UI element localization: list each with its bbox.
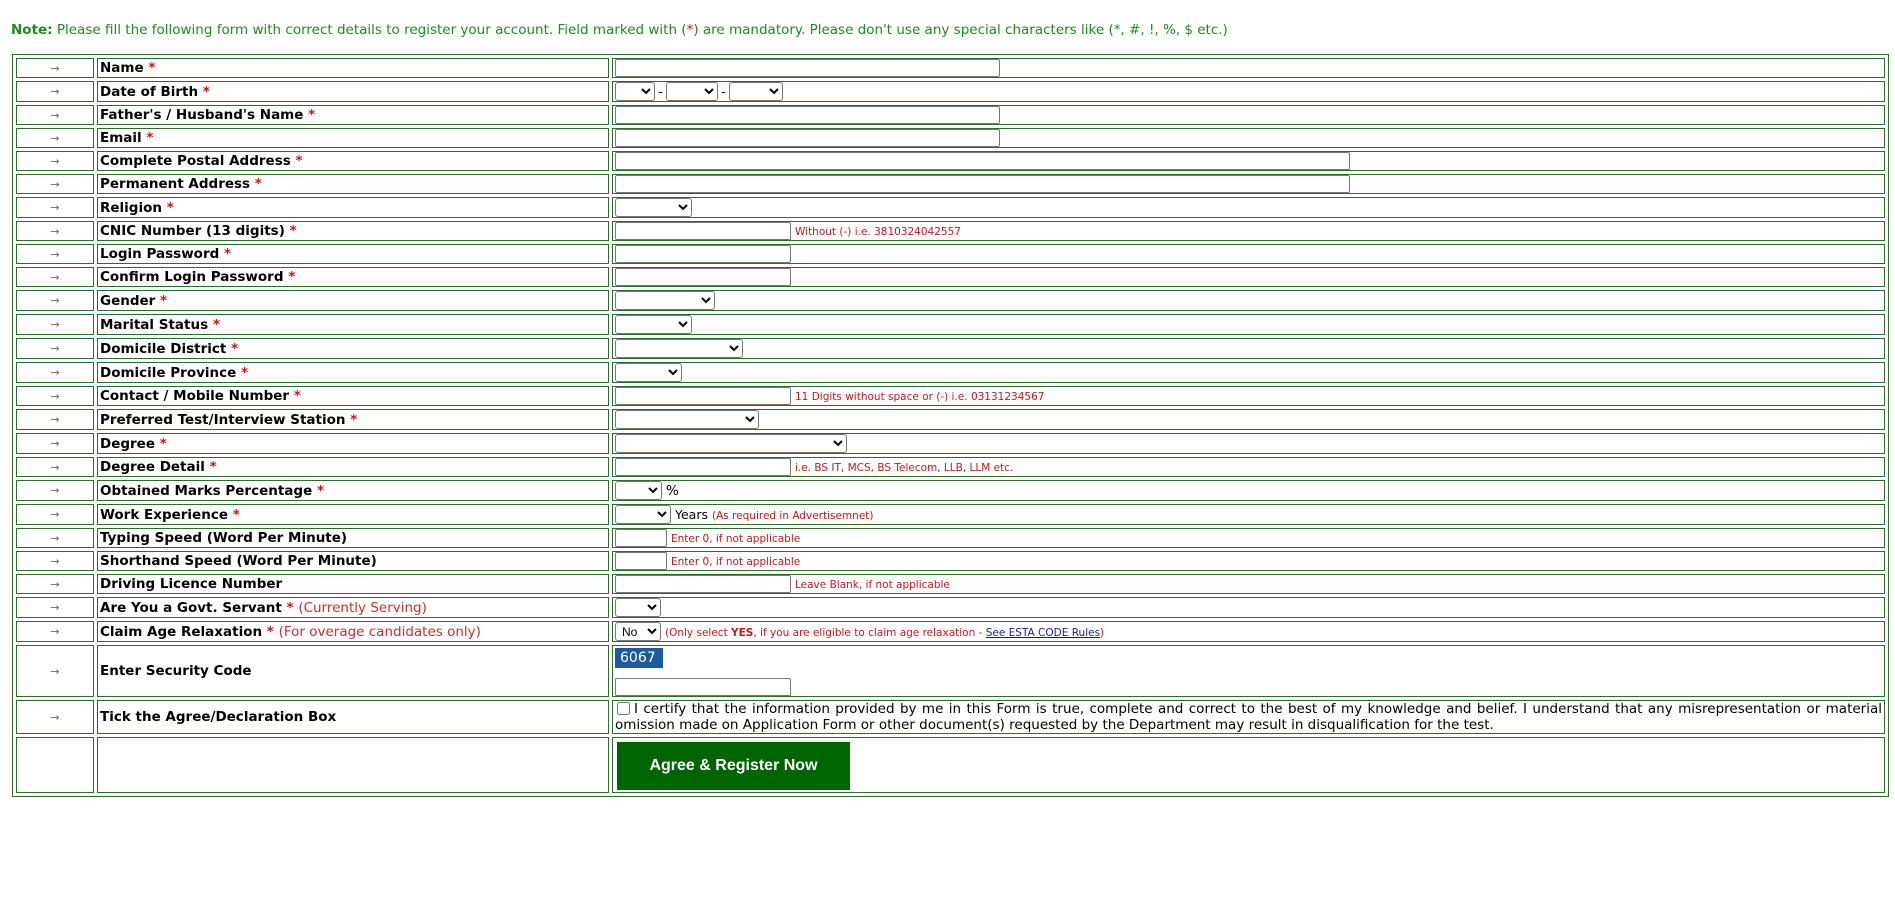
required-star: * bbox=[231, 340, 239, 357]
row-experience bbox=[16, 504, 1885, 525]
marital-select[interactable] bbox=[615, 315, 692, 334]
arrow-icon: → bbox=[16, 58, 94, 78]
district-select[interactable] bbox=[615, 339, 743, 358]
required-star: * bbox=[316, 482, 325, 499]
arrow-icon: → bbox=[16, 700, 94, 734]
permanent-address-input[interactable] bbox=[615, 175, 1350, 193]
row-confirm-password bbox=[16, 267, 1885, 287]
father-label: Father's / Husband's Name * bbox=[97, 105, 609, 125]
declaration-text: I certify that the information provided by me in this Form is true, complete and correct to the best of my knowledge and belief. I understand that any misrepresentation or material omission made on Application Form or other document(s) requested by the Department may result in disqualification for the test. bbox=[615, 701, 1882, 733]
password-input[interactable] bbox=[615, 245, 791, 263]
arrow-icon: → bbox=[16, 244, 94, 264]
degree-select[interactable] bbox=[615, 434, 847, 453]
arrow-icon: → bbox=[16, 574, 94, 594]
row-postal bbox=[16, 151, 1885, 171]
required-star: * bbox=[241, 364, 249, 381]
arrow-icon: → bbox=[16, 197, 94, 218]
arrow-icon: → bbox=[16, 457, 94, 477]
row-gender bbox=[16, 290, 1885, 311]
province-select[interactable] bbox=[615, 363, 682, 382]
registration-form bbox=[12, 54, 1889, 797]
row-province bbox=[16, 362, 1885, 383]
note-text-b: ) are mandatory. Please don't use any special characters like (*, #, !, %, $ etc.) bbox=[693, 22, 1228, 38]
arrow-icon: → bbox=[16, 221, 94, 241]
typing-speed-input[interactable] bbox=[615, 529, 667, 547]
age-relax-hint: (Only select YES, if you are eligible to claim age relaxation - See ESTA CODE Rules) bbox=[665, 626, 1105, 639]
marks-select[interactable] bbox=[615, 481, 662, 500]
station-select[interactable] bbox=[615, 410, 759, 429]
required-star: * bbox=[308, 107, 316, 123]
row-security bbox=[16, 645, 1885, 697]
form-note bbox=[11, 22, 1228, 38]
percent-unit: % bbox=[666, 482, 679, 499]
security-label: Enter Security Code bbox=[97, 645, 609, 697]
row-marital bbox=[16, 314, 1885, 335]
shorthand-speed-input[interactable] bbox=[615, 552, 667, 570]
row-shorthand bbox=[16, 551, 1885, 571]
postal-address-input[interactable] bbox=[615, 152, 1350, 170]
arrow-icon: → bbox=[16, 362, 94, 383]
arrow-icon: → bbox=[16, 338, 94, 359]
arrow-icon: → bbox=[16, 386, 94, 406]
name-label: Name * bbox=[97, 58, 609, 78]
declaration-cell bbox=[612, 700, 1885, 734]
captcha-image: 6067 bbox=[615, 648, 663, 668]
required-star: * bbox=[350, 411, 358, 428]
row-agree bbox=[16, 700, 1885, 734]
arrow-icon: → bbox=[16, 528, 94, 548]
required-star: * bbox=[232, 506, 240, 523]
row-district bbox=[16, 338, 1885, 359]
row-father bbox=[16, 105, 1885, 125]
security-code-input[interactable] bbox=[615, 678, 791, 696]
register-button[interactable]: Agree & Register Now bbox=[617, 742, 850, 790]
arrow-icon: → bbox=[16, 314, 94, 335]
arrow-icon: → bbox=[16, 597, 94, 618]
required-star: * bbox=[254, 176, 262, 192]
yes-emphasis: YES bbox=[731, 626, 754, 639]
row-cnic bbox=[16, 221, 1885, 241]
name-input[interactable] bbox=[615, 59, 1000, 77]
marks-label: Obtained Marks Percentage * bbox=[97, 480, 609, 501]
arrow-icon: → bbox=[16, 621, 94, 642]
arrow-icon: → bbox=[16, 267, 94, 287]
age-relax-note: (For overage candidates only) bbox=[278, 623, 481, 640]
required-star: * bbox=[288, 269, 296, 285]
esta-code-link[interactable]: See ESTA CODE Rules bbox=[985, 626, 1101, 639]
district-label: Domicile District * bbox=[97, 338, 609, 359]
agree-label: Tick the Agree/Declaration Box bbox=[97, 700, 609, 734]
required-star: * bbox=[159, 435, 167, 452]
required-star: * bbox=[223, 246, 232, 262]
cnic-input[interactable] bbox=[615, 222, 791, 240]
row-typing bbox=[16, 528, 1885, 548]
dob-month-select[interactable] bbox=[666, 82, 718, 101]
arrow-icon: → bbox=[16, 105, 94, 125]
row-degree bbox=[16, 433, 1885, 454]
shorthand-hint: Enter 0, if not applicable bbox=[671, 556, 801, 568]
arrow-icon: → bbox=[16, 504, 94, 525]
shorthand-label: Shorthand Speed (Word Per Minute) bbox=[97, 551, 609, 571]
gender-select[interactable] bbox=[615, 291, 715, 310]
station-label: Preferred Test/Interview Station * bbox=[97, 409, 609, 430]
typing-hint: Enter 0, if not applicable bbox=[671, 533, 801, 545]
arrow-icon: → bbox=[16, 290, 94, 311]
religion-select[interactable] bbox=[615, 198, 692, 217]
row-degree-detail bbox=[16, 457, 1885, 477]
required-star: * bbox=[202, 83, 210, 100]
gender-label: Gender * bbox=[97, 290, 609, 311]
father-name-input[interactable] bbox=[615, 106, 1000, 124]
degree-label: Degree * bbox=[97, 433, 609, 454]
licence-label: Driving Licence Number bbox=[97, 574, 609, 594]
row-permanent bbox=[16, 174, 1885, 194]
required-star: * bbox=[286, 599, 294, 616]
arrow-icon: → bbox=[16, 174, 94, 194]
degree-detail-input[interactable] bbox=[615, 458, 791, 476]
dob-label: Date of Birth * bbox=[97, 81, 609, 102]
empty-cell bbox=[16, 737, 94, 793]
dob-separator: - bbox=[720, 83, 726, 100]
confirm-password-input[interactable] bbox=[615, 268, 791, 286]
note-star: * bbox=[686, 22, 694, 38]
cnic-label: CNIC Number (13 digits) * bbox=[97, 221, 609, 241]
row-govt bbox=[16, 597, 1885, 618]
required-star: * bbox=[166, 199, 174, 216]
row-station bbox=[16, 409, 1885, 430]
row-religion bbox=[16, 197, 1885, 218]
dob-day-select[interactable] bbox=[615, 82, 655, 101]
required-star: * bbox=[146, 130, 154, 146]
required-star: * bbox=[293, 388, 301, 404]
required-star: * bbox=[212, 316, 220, 333]
arrow-icon: → bbox=[16, 151, 94, 171]
arrow-icon: → bbox=[16, 645, 94, 697]
email-input[interactable] bbox=[615, 129, 1000, 147]
experience-label: Work Experience * bbox=[97, 504, 609, 525]
arrow-icon: → bbox=[16, 480, 94, 501]
arrow-icon: → bbox=[16, 433, 94, 454]
permanent-label: Permanent Address * bbox=[97, 174, 609, 194]
arrow-icon: → bbox=[16, 128, 94, 148]
experience-select[interactable] bbox=[615, 505, 671, 524]
arrow-icon: → bbox=[16, 409, 94, 430]
empty-cell bbox=[97, 737, 609, 793]
govt-servant-select[interactable] bbox=[615, 598, 661, 617]
contact-hint: 11 Digits without space or (-) i.e. 03131234567 bbox=[795, 391, 1045, 403]
typing-label: Typing Speed (Word Per Minute) bbox=[97, 528, 609, 548]
required-star: * bbox=[160, 292, 168, 309]
dob-separator: - bbox=[658, 83, 663, 100]
govt-note: (Currently Serving) bbox=[298, 599, 427, 616]
row-marks bbox=[16, 480, 1885, 501]
arrow-icon: → bbox=[16, 81, 94, 102]
agree-checkbox[interactable] bbox=[617, 702, 630, 715]
arrow-icon: → bbox=[16, 551, 94, 571]
required-star: * bbox=[266, 623, 274, 640]
required-star: * bbox=[289, 223, 297, 239]
note-prefix: Note: bbox=[11, 22, 53, 38]
password-label: Login Password * bbox=[97, 244, 609, 264]
required-star: * bbox=[209, 459, 217, 475]
years-unit: Years bbox=[675, 506, 708, 522]
row-name bbox=[16, 58, 1885, 78]
row-contact bbox=[16, 386, 1885, 406]
row-age-relax bbox=[16, 621, 1885, 642]
row-dob bbox=[16, 81, 1885, 102]
note-text-a: Please fill the following form with correct details to register your account. Field marked with ( bbox=[52, 22, 687, 38]
marital-label: Marital Status * bbox=[97, 314, 609, 335]
dob-year-select[interactable] bbox=[729, 82, 783, 101]
religion-label: Religion * bbox=[97, 197, 609, 218]
row-submit bbox=[16, 737, 1885, 793]
licence-input[interactable] bbox=[615, 575, 791, 593]
degree-detail-hint: i.e. BS IT, MCS, BS Telecom, LLB, LLM etc. bbox=[795, 462, 1014, 474]
contact-input[interactable] bbox=[615, 387, 791, 405]
cnic-hint: Without (-) i.e. 3810324042557 bbox=[795, 226, 961, 238]
province-label: Domicile Province * bbox=[97, 362, 609, 383]
licence-hint: Leave Blank, if not applicable bbox=[795, 579, 950, 591]
confirm-password-label: Confirm Login Password * bbox=[97, 267, 609, 287]
experience-hint: (As required in Advertisemnet) bbox=[711, 509, 874, 522]
age-relax-select[interactable] bbox=[615, 622, 661, 641]
contact-label: Contact / Mobile Number * bbox=[97, 386, 609, 406]
required-star: * bbox=[295, 153, 303, 169]
required-star: * bbox=[148, 60, 156, 76]
degree-detail-label: Degree Detail * bbox=[97, 457, 609, 477]
govt-label: Are You a Govt. Servant * (Currently Serving) bbox=[97, 597, 609, 618]
row-password bbox=[16, 244, 1885, 264]
email-label: Email * bbox=[97, 128, 609, 148]
row-email bbox=[16, 128, 1885, 148]
postal-label: Complete Postal Address * bbox=[97, 151, 609, 171]
age-relax-label: Claim Age Relaxation * (For overage candidates only) bbox=[97, 621, 609, 642]
row-licence bbox=[16, 574, 1885, 594]
